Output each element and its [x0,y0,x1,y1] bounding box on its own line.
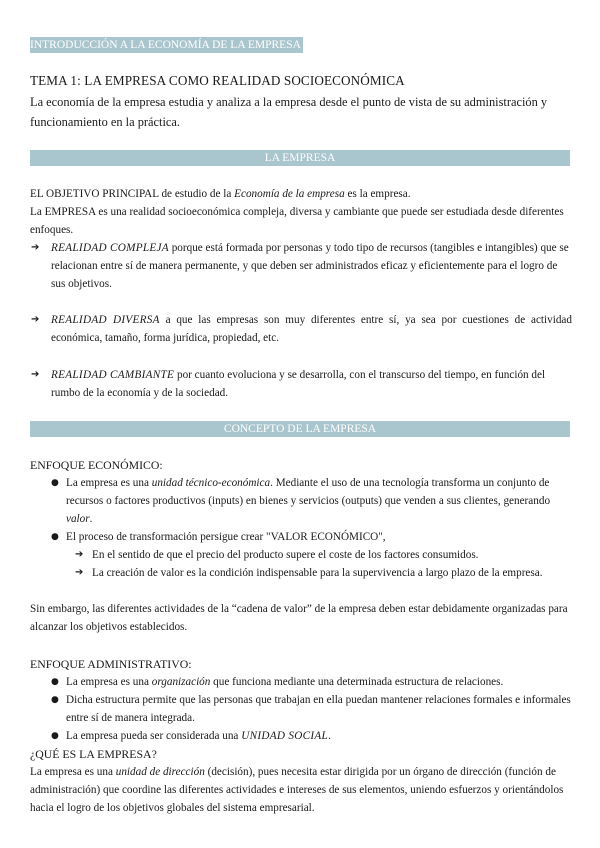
bullet2-text: El proceso de transformación persigue crear "VALOR ECONÓMICO", [66,531,386,543]
la-empresa-block [30,185,572,293]
que-es-italic: unidad de dirección [115,766,205,778]
list-item-organizacion [30,673,572,691]
section-bar-concepto: CONCEPTO DE LA EMPRESA [30,421,570,437]
que-es-lead: La empresa es una [30,766,116,778]
enfoque-economico-heading: ENFOQUE ECONÓMICO: [30,458,163,472]
bullet-icon: ● [51,677,59,687]
bullet1-tail: . [89,513,93,525]
text-realidad-compleja: porque está formada por personas y todo tipo de recursos (tangibles e intangibles) que se relacionan entre sí de manera permanente, y que deben ser administrados eficaz y eficientemente para el logro de sus objetivos. [51,242,569,290]
bullet1-lead: La empresa es una [66,477,152,489]
course-title: INTRODUCCIÓN A LA ECONOMÍA DE LA EMPRESA [30,39,301,51]
objetivo-lead: EL OBJETIVO PRINCIPAL de estudio de la [30,188,235,200]
bullet-icon: ● [51,478,59,488]
enfoque-administrativo-block [30,655,572,817]
admin-bullet3-italic: UNIDAD SOCIAL [241,730,329,742]
cadena-valor-paragraph: Sin embargo, las diferentes actividades de la “cadena de valor” de la empresa deben estar debidamente organizadas para alcanzar los objetivos establecidos. [30,603,568,633]
text-realidad-cambiante: por cuanto evoluciona y se desarrolla, con el transcurso del tiempo, en función del rumbo de la economía y de la sociedad. [51,369,546,399]
definition-paragraph: La EMPRESA es una realidad socioeconómica compleja, diversa y cambiante que puede ser estudiada desde diferentes enfoques. [30,206,564,236]
admin-bullet1-lead: La empresa es una [66,676,152,688]
term-realidad-cambiante: REALIDAD CAMBIANTE [51,369,175,381]
section-bar-la-empresa: LA EMPRESA [30,150,570,166]
list-item-realidad-diversa [30,311,572,347]
arrow-icon: ➔ [75,549,84,560]
list-item-unidad-social [30,727,572,745]
arrow-icon: ➔ [75,567,84,578]
term-realidad-diversa: REALIDAD DIVERSA [51,314,160,326]
list-item-unidad-tecnico [30,474,572,528]
term-realidad-compleja: REALIDAD COMPLEJA [51,242,169,254]
bullet1-italic: unidad técnico-económica [151,477,271,489]
que-es-heading: ¿QUÉ ES LA EMPRESA? [30,747,157,761]
sub-list-item-precio [30,546,572,564]
bullet1-text: . Mediante el uso de una tecnología transforma un conjunto de recursos o factores productivos (inputs) en bienes y servicios (outputs) que venden a sus clientes, generando [66,477,551,507]
arrow-icon: ➔ [31,314,40,325]
realidad-diversa-block [30,311,572,347]
arrow-icon: ➔ [31,242,40,253]
bullet1-italic-valor: valor [66,513,90,525]
list-item-realidad-compleja [30,239,572,293]
objetivo-italic: Economía de la empresa [234,188,345,200]
bullet-icon: ● [51,532,59,542]
intro-paragraph: La economía de la empresa estudia y analiza a la empresa desde el punto de vista de su administración y funcionamiento en la práctica. [30,95,548,129]
bullet-icon: ● [51,695,59,705]
sub-list-item-creacion-valor [30,564,572,582]
admin-bullet3-lead: La empresa pueda ser considerada una [66,730,242,742]
realidad-cambiante-block [30,366,572,402]
que-es-tail: (decisión), pues necesita estar dirigida por un órgano de dirección (función de administración) que coordine las diferentes actividades e intereses de sus elementos, uniendo esfuerzos y orientándolos hacia el logro de los objetivos globales del sistema empresarial. [30,766,564,814]
text-realidad-diversa: a que las empresas son muy diferentes entre sí, ya sea por cuestiones de actividad económica, tamaño, forma jurídica, propiedad, etc. [51,314,572,344]
admin-bullet3-tail: . [328,730,331,742]
objetivo-tail: es la empresa. [344,188,411,200]
list-item-valor-economico [30,528,572,546]
sub-item-text: En el sentido de que el precio del producto supere el coste de los factores consumidos. [92,549,479,561]
admin-bullet1-italic: organización [151,676,211,688]
enfoque-administrativo-heading: ENFOQUE ADMINISTRATIVO: [30,657,192,671]
arrow-icon: ➔ [31,369,40,380]
admin-bullet1-tail: que funciona mediante una determinada estructura de relaciones. [210,676,504,688]
objetivo-paragraph [30,185,572,203]
bullet-icon: ● [51,731,59,741]
enfoque-economico-block [30,456,572,582]
list-item-estructura [30,691,572,727]
que-es-paragraph [30,763,572,817]
list-item-realidad-cambiante [30,366,572,402]
sub-item-text: La creación de valor es la condición indispensable para la supervivencia a largo plazo de la empresa. [92,567,543,579]
tema-title: TEMA 1: LA EMPRESA COMO REALIDAD SOCIOECONÓMICA [30,73,405,88]
admin-bullet2-text: Dicha estructura permite que las personas que trabajan en ella puedan mantener relaciones formales e informales entre sí de manera integrada. [66,694,571,724]
